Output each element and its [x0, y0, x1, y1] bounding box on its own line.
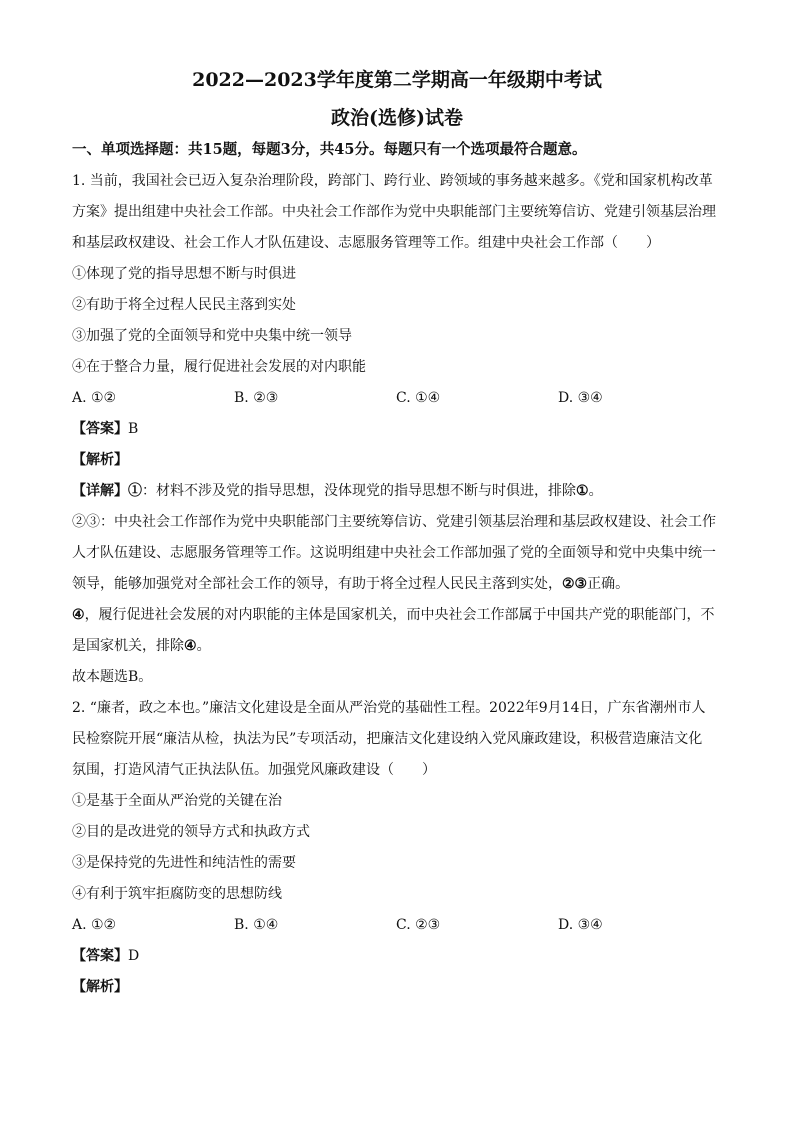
option-b: B. ①④	[234, 917, 279, 933]
option-a: A. ①②	[72, 917, 117, 933]
explanation-line: 人才队伍建设、志愿服务管理等工作。这说明组建中央社会工作部加强了党的全面领导和党中央集中统一	[72, 545, 716, 561]
section-heading: 一、单项选择题：共15题，每题3分，共45分。每题只有一个选项最符合题意。	[72, 141, 587, 158]
statement-item: ②有助于将全过程人民民主落到实处	[72, 297, 296, 313]
explanation-line	[72, 600, 722, 631]
explanation-text: 。	[588, 483, 603, 499]
statement-item: ①是基于全面从严治党的关键在治	[72, 793, 282, 809]
exam-title: 2022—2023学年度第二学期高一年级期中考试	[192, 69, 602, 91]
statement-item: ③是保持党的先进性和纯洁性的需要	[72, 855, 296, 871]
answer-line	[72, 414, 722, 445]
analysis-line	[72, 445, 722, 476]
explanation-mark: ④	[184, 638, 197, 654]
explanation-text: 是国家机关，排除	[72, 638, 184, 654]
statement-item: ②目的是改进党的领导方式和执政方式	[72, 824, 310, 840]
answer-value: B	[128, 421, 139, 437]
question-stem-line: 方案》提出组建中央社会工作部。中央社会工作部作为党中央职能部门主要统筹信访、党建引领基层治理	[72, 204, 716, 220]
question-1	[72, 166, 722, 693]
analysis-label: 【解析】	[72, 979, 128, 995]
statement-item: ④在于整合力量，履行促进社会发展的对内职能	[72, 359, 366, 375]
option-c: C. ①④	[396, 390, 441, 406]
explanation-text: ，履行促进社会发展的对内职能的主体是国家机关，而中央社会工作部属于中国共产党的职能部门，不	[84, 607, 715, 623]
explanation-line	[72, 569, 722, 600]
question-2	[72, 693, 722, 1003]
option-b: B. ②③	[234, 390, 279, 406]
explanation-mark: ①	[576, 483, 589, 499]
question-stem-line: 氛围，打造风清气正执法队伍。加强党风廉政建设（ ）	[72, 762, 436, 778]
exam-subtitle: 政治(选修)试卷	[331, 107, 463, 129]
question-stem-line: 民检察院开展“廉洁从检，执法为民”专项活动，把廉洁文化建设纳入党风廉政建设，积极营造廉洁文化	[72, 731, 703, 747]
analysis-label: 【解析】	[72, 452, 128, 468]
explanation-text: 正确。	[587, 576, 630, 592]
question-stem-line: 2. “廉者，政之本也。”廉洁文化建设是全面从严治党的基础性工程。2022年9月14日，广东省潮州市人	[72, 700, 706, 716]
answer-label: 【答案】	[72, 421, 128, 437]
explanation-mark: ④	[72, 607, 85, 623]
answer-label: 【答案】	[72, 948, 128, 964]
option-a: A. ①②	[72, 390, 117, 406]
explanation-text: ：材料不涉及党的指导思想，没体现党的指导思想不断与时俱进，排除	[142, 483, 576, 499]
explanation-line: ②③：中央社会工作部作为党中央职能部门主要统筹信访、党建引领基层治理和基层政权建设、社会工作	[72, 514, 716, 530]
statement-item: ④有利于筑牢拒腐防变的思想防线	[72, 886, 282, 902]
conclusion-line: 故本题选B。	[72, 669, 153, 685]
answer-value: D	[128, 948, 140, 964]
answer-line	[72, 941, 722, 972]
detail-label: 【详解】	[72, 483, 128, 499]
option-d: D. ③④	[558, 917, 603, 933]
explanation-text: 。	[196, 638, 211, 654]
answer-options	[72, 910, 722, 941]
explanation-line	[72, 476, 722, 507]
explanation-mark: ①	[128, 483, 142, 499]
option-c: C. ②③	[396, 917, 441, 933]
explanation-text: 领导，能够加强党对全部社会工作的领导，有助于将全过程人民民主落到实处，	[72, 576, 562, 592]
option-d: D. ③④	[558, 390, 603, 406]
statement-item: ①体现了党的指导思想不断与时俱进	[72, 266, 296, 282]
statement-item: ③加强了党的全面领导和党中央集中统一领导	[72, 328, 352, 344]
explanation-line	[72, 631, 722, 662]
answer-options	[72, 383, 722, 414]
analysis-line	[72, 972, 722, 1003]
explanation-mark: ②③	[562, 576, 588, 592]
question-stem-line: 和基层政权建设、社会工作人才队伍建设、志愿服务管理等工作。组建中央社会工作部（ ）	[72, 235, 660, 251]
question-stem-line: 1. 当前，我国社会已迈入复杂治理阶段，跨部门、跨行业、跨领域的事务越来越多。《党和国家机构改革	[72, 173, 713, 189]
